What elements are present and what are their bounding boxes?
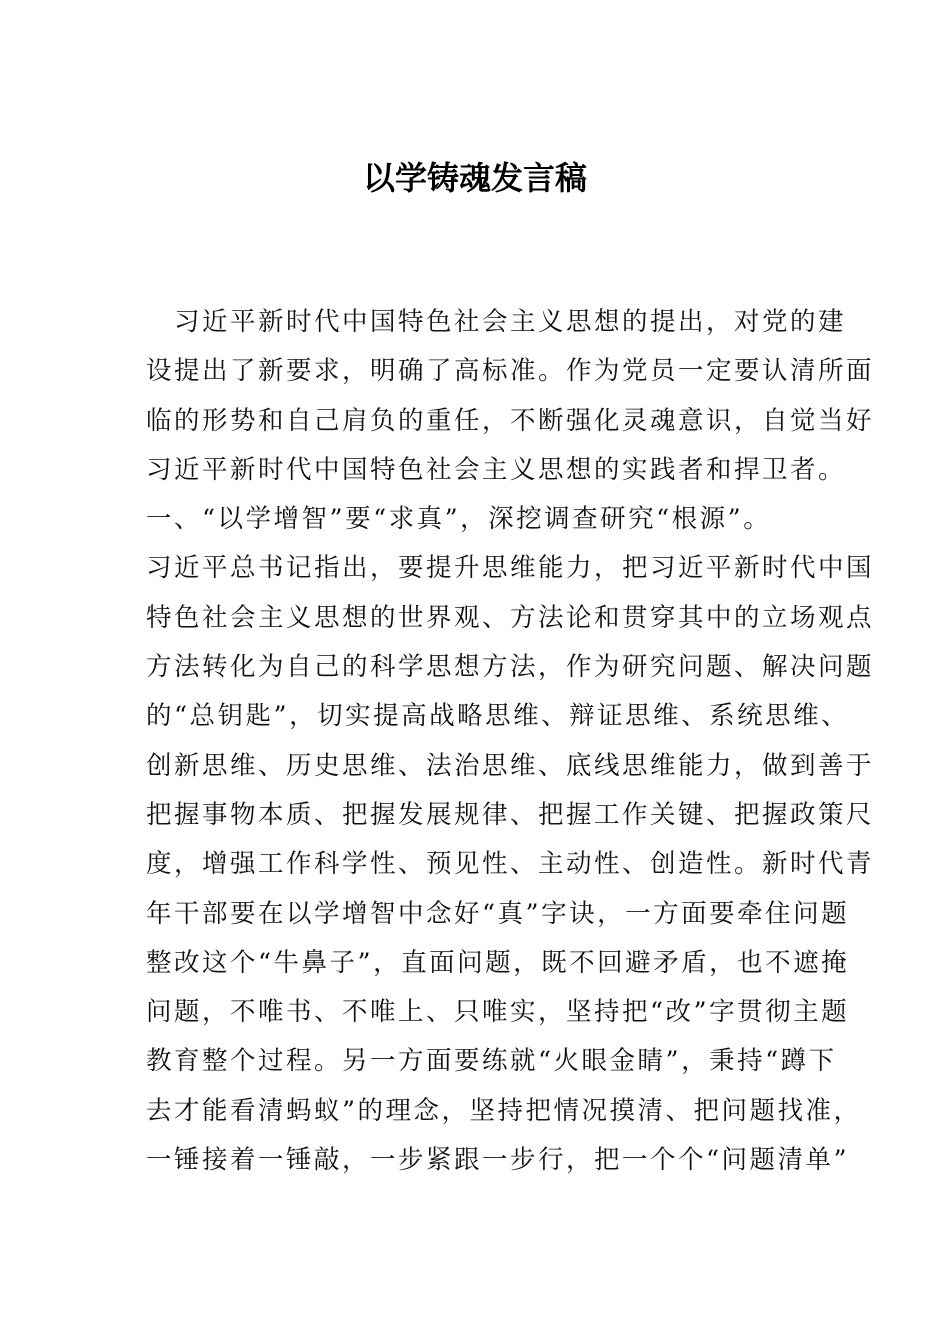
text-line: 创新思维、历史思维、法治思维、底线思维能力，做到善于 [146,750,875,781]
text-line: 整改这个“牛鼻子”，直面问题，既不回避矛盾，也不遮掩 [146,947,850,978]
text-line: 年干部要在以学增智中念好“真”字诀，一方面要牵住问题 [146,898,850,929]
text-line: 去才能看清蚂蚁”的理念，坚持把情况摸清、把问题找准， [146,1095,862,1126]
text-line: 把握事物本质、把握发展规律、把握工作关键、把握政策尺 [146,799,875,830]
text-line: 问题，不唯书、不唯上、只唯实，坚持把“改”字贯彻主题 [146,997,850,1028]
text-line: 一锤接着一锤敲，一步紧跟一步行，把一个个“问题清单” [146,1145,850,1176]
document-title: 以学铸魂发言稿 [362,159,587,197]
text-line: 特色社会主义思想的世界观、方法论和贯穿其中的立场观点 [146,602,875,633]
text-line: 度，增强工作科学性、预见性、主动性、创造性。新时代青 [146,849,875,880]
document-body [146,298,875,1185]
text-line: 设提出了新要求，明确了高标准。作为党员一定要认清所面 [146,356,875,387]
text-line: 方法转化为自己的科学思想方法，作为研究问题、解决问题 [146,652,875,683]
text-line: 习近平新时代中国特色社会主义思想的提出，对党的建 [146,307,847,337]
text-line: 的“总钥匙”，切实提高战略思维、辩证思维、系统思维、 [146,701,850,732]
text-line: 习近平总书记指出，要提升思维能力，把习近平新时代中国 [146,553,875,584]
text-line: 临的形势和自己肩负的重任，不断强化灵魂意识，自觉当好 [146,405,875,436]
text-line: 教育整个过程。另一方面要练就“火眼金睛”，秉持“蹲下 [146,1046,837,1077]
text-line: 习近平新时代中国特色社会主义思想的实践者和捍卫者。 [146,454,847,485]
text-line: 一、“以学增智”要“求真”，深挖调查研究“根源”。 [146,504,772,535]
